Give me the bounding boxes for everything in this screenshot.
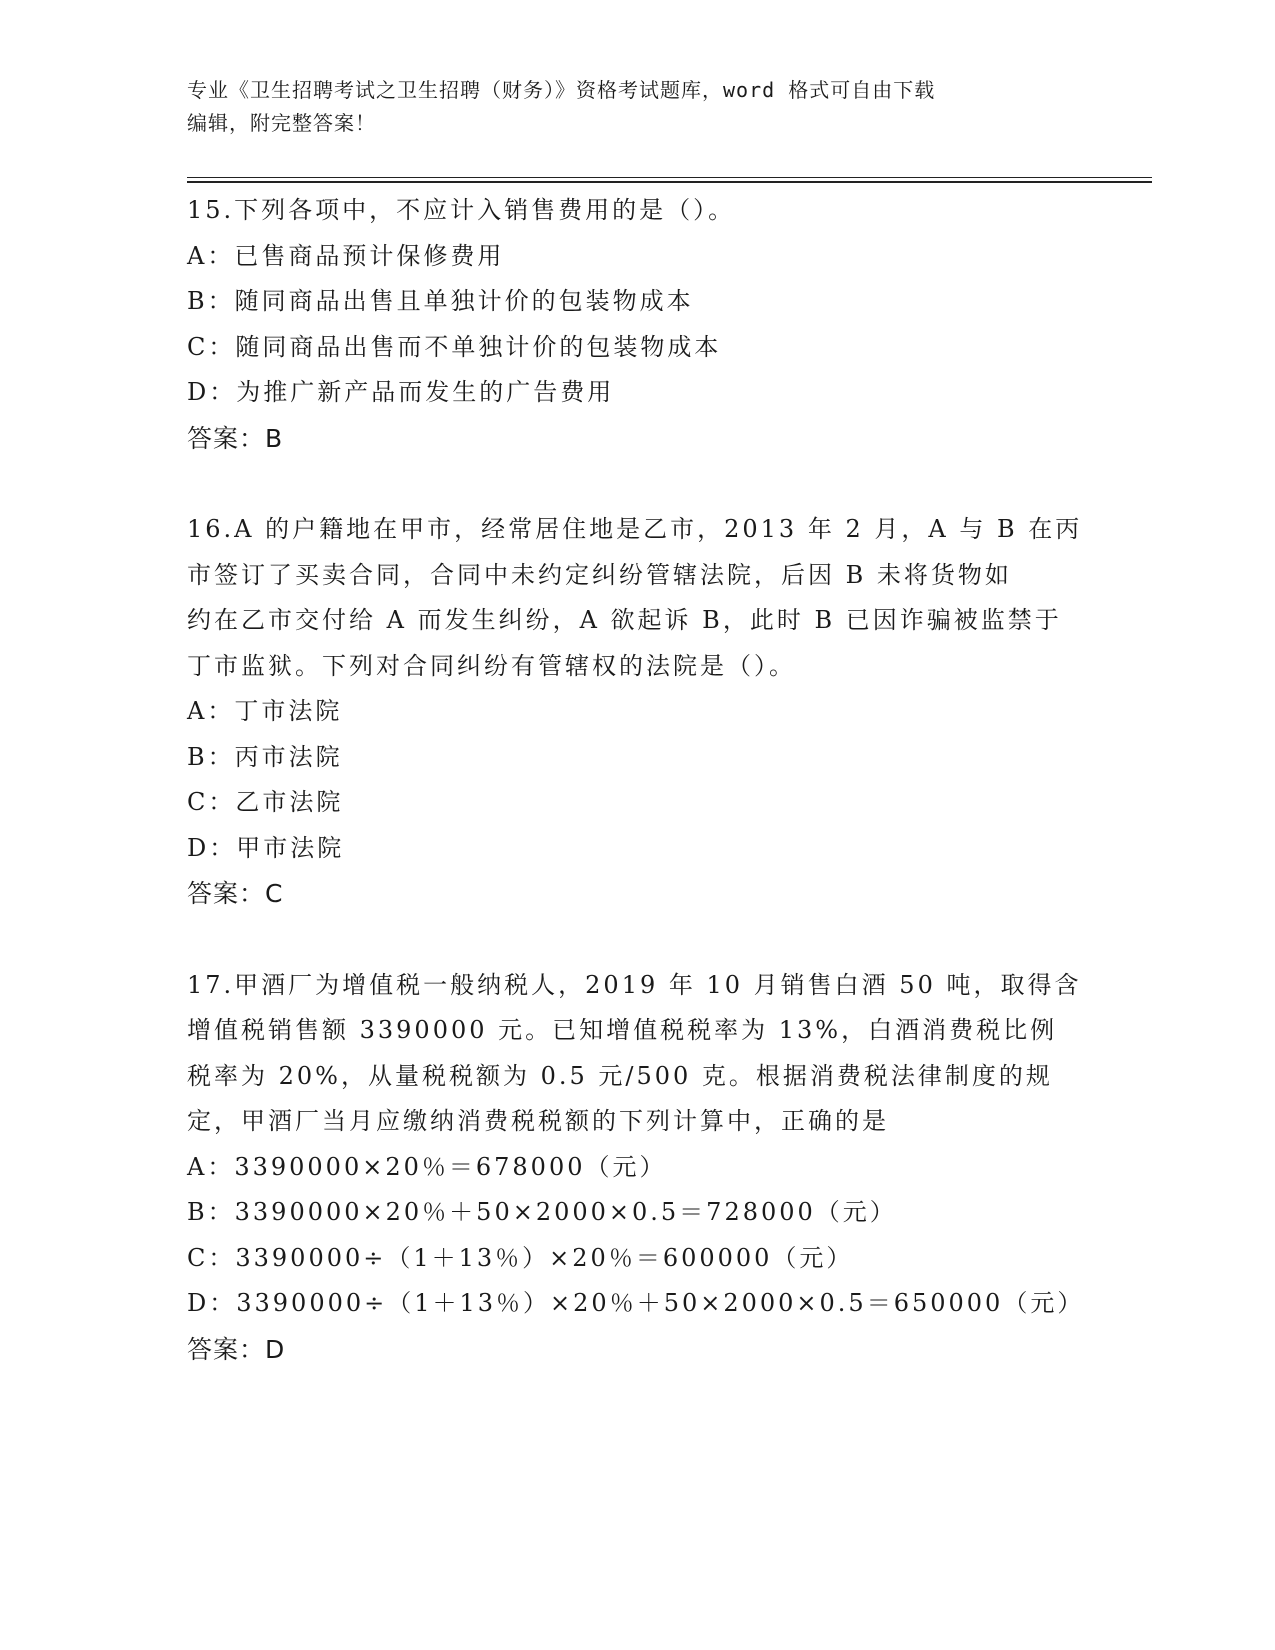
question-stem: 16.A 的户籍地在甲市，经常居住地是乙市，2013 年 2 月，A 与 B 在丙 [187, 515, 1083, 543]
question-stem: 约在乙市交付给 A 而发生纠纷，A 欲起诉 B，此时 B 已因诈骗被监禁于 [187, 606, 1062, 634]
option-b: B：随同商品出售且单独计价的包装物成本 [187, 287, 694, 315]
question-16 [187, 507, 1087, 917]
question-stem: 定，甲酒厂当月应缴纳消费税税额的下列计算中，正确的是 [187, 1107, 889, 1135]
option-d: D：甲市法院 [187, 833, 345, 862]
option-c: C：随同商品出售而不单独计价的包装物成本 [187, 332, 722, 361]
option-b: B：丙市法院 [187, 742, 343, 771]
option-d: D：3390000÷（1＋13％）×20％＋50×2000×0.5＝650000（元） [187, 1289, 1085, 1317]
question-stem: 市签订了买卖合同，合同中未约定纠纷管辖法院，后因 B 未将货物如 [187, 560, 1012, 589]
option-d: D：为推广新产品而发生的广告费用 [187, 378, 615, 406]
option-c: C：3390000÷（1＋13％）×20％＝600000（元） [187, 1243, 854, 1272]
option-a: A：丁市法院 [187, 697, 343, 725]
header-line: 专业《卫生招聘考试之卫生招聘（财务）》资格考试题库，word 格式可自由下载 [187, 78, 936, 102]
header-divider [187, 181, 1152, 183]
document-header [187, 74, 1087, 140]
question-15 [187, 188, 1087, 461]
question-stem: 丁市监狱。下列对合同纠纷有管辖权的法院是（）。 [187, 651, 796, 680]
option-a: A：已售商品预计保修费用 [187, 241, 505, 270]
question-stem: 17.甲酒厂为增值税一般纳税人，2019 年 10 月销售白酒 50 吨，取得含 [187, 970, 1082, 999]
option-c: C：乙市法院 [187, 788, 344, 816]
answer: 答案：D [187, 1334, 286, 1364]
question-list [187, 188, 1087, 1418]
question-stem: 15.下列各项中，不应计入销售费用的是（）。 [187, 196, 736, 224]
header-divider [187, 177, 1152, 178]
option-b: B：3390000×20％＋50×2000×0.5＝728000（元） [187, 1198, 897, 1226]
question-17 [187, 963, 1087, 1373]
question-stem: 税率为 20%，从量税税额为 0.5 元/500 克。根据消费税法律制度的规 [187, 1061, 1053, 1090]
answer: 答案：C [187, 879, 284, 908]
option-a: A：3390000×20％＝678000（元） [187, 1152, 667, 1181]
question-stem: 增值税销售额 3390000 元。已知增值税税率为 13%，白酒消费税比例 [187, 1016, 1058, 1044]
answer: 答案：B [187, 423, 284, 453]
header-line: 编辑，附完整答案！ [187, 111, 376, 135]
